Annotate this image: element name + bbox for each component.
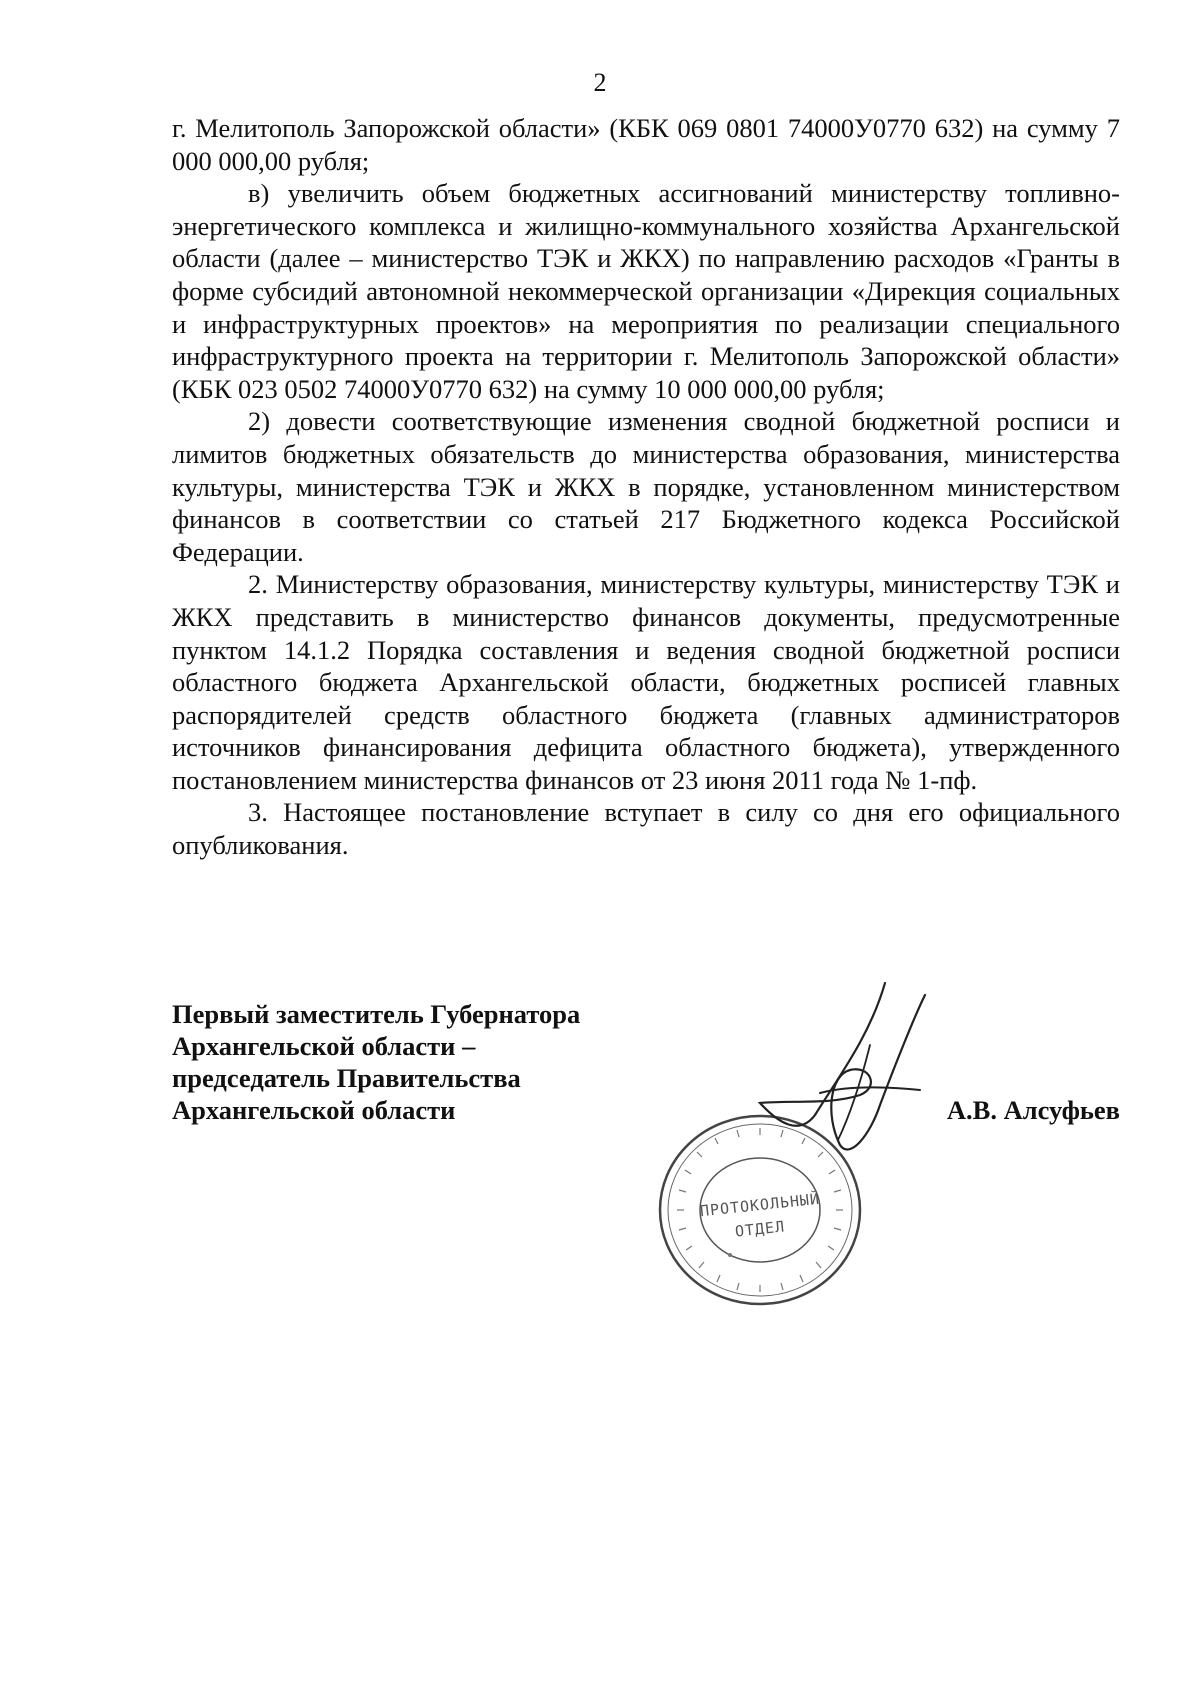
signer-position-line-4: Архангельской области [172,1095,456,1125]
signer-position-line-3: председатель Правительства [172,1063,521,1093]
paragraph-5: 3. Настоящее постановление вступает в силу со дня его официального опубликования. [172,797,1120,861]
signer-name: А.В. Алсуфьев [946,1095,1120,1125]
paragraph-3: 2) довести соответствующие изменения сводной бюджетной росписи и лимитов бюджетных обязательств до министерства образования, министерства культуры, министерства ТЭК и ЖКХ в порядке, установленном министерством финансов в соответствии со статьей 217 Бюджетного кодекса Российской Федерации. [172,406,1120,567]
signer-position-line-1: Первый заместитель Губернатора [172,999,581,1029]
signer-position [172,998,692,1126]
document-body [172,112,1120,862]
paragraph-1: г. Мелитополь Запорожской области» (КБК 069 0801 74000У0770 632) на сумму 7 000 000,00 рубля; [172,113,1120,176]
page-number: 2 [593,68,607,97]
paragraph-2: в) увеличить объем бюджетных ассигнований министерству топливно-энергетического комплекса и жилищно-коммунального хозяйства Архангельской области (далее – министерство ТЭК и ЖКХ) по направлению расходов «Гранты в форме субсидий автономной некоммерческой организации «Дирекция социальных и инфраструктурных проектов» на мероприятия по реализации специального инфраструктурного проекта на территории г. Мелитополь Запорожской области» (КБК 023 0502 74000У0770 632) на сумму 10 000 000,00 рубля; [172,178,1120,404]
signer-position-line-2: Архангельской области – [172,1031,476,1061]
paragraph-4: 2. Министерству образования, министерству культуры, министерству ТЭК и ЖКХ представить в министерство финансов документы, предусмотренные пунктом 14.1.2 Порядка составления и ведения сводной бюджетной росписи областного бюджета Архангельской области, бюджетных росписей главных распорядителей средств областного бюджета (главных администраторов источников финансирования дефицита областного бюджета), утвержденного постановлением министерства финансов от 23 июня 2011 года № 1-пф. [172,569,1120,795]
stamp-text-line-2: ОТДЕЛ [734,1217,786,1241]
handwritten-signature [720,975,950,1175]
stamp-text-line-1: ПРОТОКОЛЬНЫЙ [699,1189,821,1221]
